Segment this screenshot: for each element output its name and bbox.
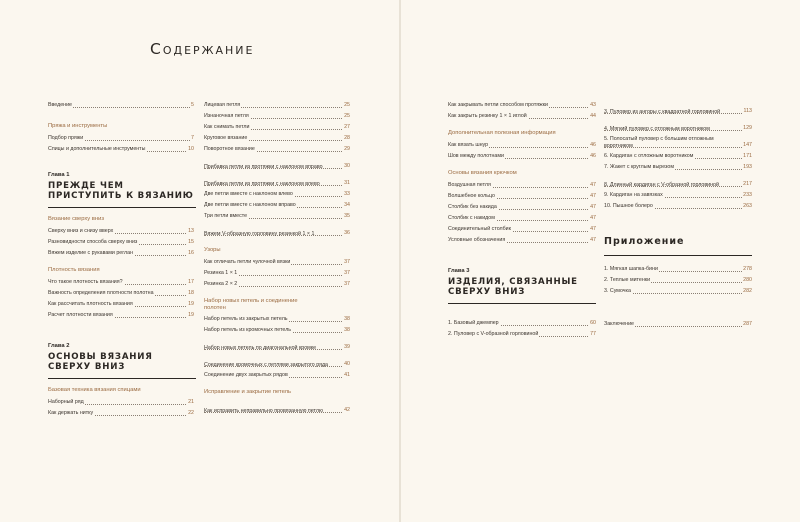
chapter-title: ОСНОВЫ ВЯЗАНИЯ СВЕРХУ ВНИЗ: [48, 352, 153, 372]
toc-entry[interactable]: 1. Базовый джемпер 60: [448, 316, 596, 327]
toc-entry[interactable]: Как снимать петли 27: [204, 120, 350, 131]
toc-entry[interactable]: Вяжем изделие с рукавами реглан 16: [48, 246, 194, 257]
toc-entry[interactable]: Круговое вязание 28: [204, 131, 350, 142]
appendix-title: Приложение: [604, 236, 685, 247]
toc-entry[interactable]: Как вязать шнур 46: [448, 138, 596, 149]
toc-entry[interactable]: Резинка 1 × 1 37: [204, 266, 350, 277]
appendix-heading: [604, 236, 752, 256]
toc-entry[interactable]: 2. Пуловер с V-образной горловиной 77: [448, 327, 596, 338]
toc-entry[interactable]: Сверху вниз и снизу вверх 13: [48, 224, 194, 235]
toc-entry[interactable]: Воздушная петля 47: [448, 178, 596, 189]
toc-entry[interactable]: Прибавка петли из протяжки с наклоном влево 31: [204, 170, 350, 187]
toc-entry[interactable]: 6. Кардиган с отложным воротником 171: [604, 149, 752, 160]
toc-entry[interactable]: Как рассчитать плотность вязания 19: [48, 297, 194, 308]
toc-entry-intro[interactable]: Введение 5: [48, 98, 194, 109]
toc-entry[interactable]: 5. Полосатый пуловер с большим отложным воротником 147: [604, 132, 752, 149]
toc-entry[interactable]: Важность определения плотности полотна 18: [48, 286, 194, 297]
toc-entry[interactable]: 4. Мягкий пуловер с отложным воротником 129: [604, 115, 752, 132]
toc-entry[interactable]: 8. Длинный кардиган с V-образной горловиной 217: [604, 171, 752, 188]
toc-entry[interactable]: 9. Кардиган на завязках 233: [604, 188, 752, 199]
toc-entry[interactable]: 3. Пуловер из ангоры с квадратной горловиной 113: [604, 98, 752, 115]
chapter-3-heading: [448, 268, 596, 304]
toc-entry[interactable]: Столбик с накидом 47: [448, 211, 596, 222]
toc-entry[interactable]: Лицевая петля 25: [204, 98, 350, 109]
toc-entry[interactable]: Набор новых петель по диагональной кромке 39: [204, 334, 350, 351]
chapter-title: ИЗДЕЛИЯ, СВЯЗАННЫЕ СВЕРХУ ВНИЗ: [448, 277, 578, 297]
left-column-1: [48, 98, 194, 417]
toc-entry[interactable]: 1. Мягкая шапка-бини 278: [604, 262, 752, 273]
chapter-title: ПРЕЖДЕ ЧЕМ ПРИСТУПИТЬ К ВЯЗАНИЮ: [48, 181, 194, 201]
section-heading-patterns: Узоры: [204, 247, 221, 253]
toc-entry[interactable]: Столбик без накида 47: [448, 200, 596, 211]
toc-entry[interactable]: Как держать нитку 22: [48, 406, 194, 417]
toc-entry[interactable]: 3. Сумочка 282: [604, 284, 752, 295]
toc-entry[interactable]: Вяжем V-образную горловину резинкой 1 × 1 36: [204, 220, 350, 237]
toc-entry[interactable]: Расчет плотности вязания 19: [48, 308, 194, 319]
toc-entry[interactable]: Поворотное вязание 29: [204, 142, 350, 153]
toc-entry[interactable]: Три петли вместе 35: [204, 209, 350, 220]
toc-entry[interactable]: Спицы и дополнительные инструменты 10: [48, 142, 194, 153]
toc-entry[interactable]: Разновидности способа сверху вниз 15: [48, 235, 194, 246]
right-column-1: [448, 98, 596, 338]
toc-entry[interactable]: Наборный ряд 21: [48, 395, 194, 406]
chapter-label: Глава 2: [48, 343, 70, 349]
chapter-rule: [48, 207, 196, 208]
chapter-2-heading: [48, 343, 194, 379]
toc-entry[interactable]: Две петли вместе с наклоном влево 33: [204, 187, 350, 198]
toc-entry[interactable]: Волшебное кольцо 47: [448, 189, 596, 200]
toc-entry[interactable]: Условные обозначения 47: [448, 233, 596, 244]
section-heading-density: Плотность вязания: [48, 267, 100, 273]
toc-entry[interactable]: Соединение кромочных с петлями закрытого ряда 40: [204, 351, 350, 368]
section-heading-crochet: Основы вязания крючком: [448, 170, 517, 176]
toc-entry-outro[interactable]: Заключение 287: [604, 317, 752, 328]
toc-entry[interactable]: 2. Теплые митенки 280: [604, 273, 752, 284]
section-heading-extra: Дополнительная полезная информация: [448, 130, 556, 136]
toc-entry[interactable]: Как исправить неправильно провязанную петлю 42: [204, 397, 350, 414]
toc-title: Содержание: [150, 40, 255, 58]
left-column-2: [204, 98, 350, 414]
toc-entry[interactable]: Как закрывать петли способом протяжки 43: [448, 98, 596, 109]
toc-entry[interactable]: Набор петель из кромочных петель 38: [204, 323, 350, 334]
section-heading-cast-on: Набор новых петель и соединение полотен: [204, 298, 298, 311]
toc-entry[interactable]: 10. Пышное болеро 263: [604, 199, 752, 210]
toc-entry[interactable]: Как закрыть резинку 1 × 1 иглой 44: [448, 109, 596, 120]
toc-entry[interactable]: Как отличать петли чулочной вязки 37: [204, 255, 350, 266]
chapter-label: Глава 3: [448, 268, 470, 274]
section-heading-fix: Исправление и закрытие петель: [204, 389, 292, 395]
toc-entry[interactable]: Прибавка петли из протяжки с наклоном вправо 30: [204, 153, 350, 170]
toc-entry[interactable]: Две петли вместе с наклоном вправо 34: [204, 198, 350, 209]
toc-entry[interactable]: Подбор пряжи 7: [48, 131, 194, 142]
chapter-1-heading: [48, 172, 194, 208]
toc-entry[interactable]: Соединительный столбик 47: [448, 222, 596, 233]
section-heading-basic: Базовая техника вязания спицами: [48, 387, 141, 393]
toc-entry[interactable]: Изнаночная петля 25: [204, 109, 350, 120]
toc-entry[interactable]: Что такое плотность вязания? 17: [48, 275, 194, 286]
toc-entry[interactable]: Соединение двух закрытых рядов 41: [204, 368, 350, 379]
toc-entry[interactable]: Набор петель из закрытых петель 38: [204, 312, 350, 323]
section-heading-tools: Пряжа и инструменты: [48, 123, 108, 129]
chapter-label: Глава 1: [48, 172, 70, 178]
chapter-rule: [48, 378, 196, 379]
toc-entry[interactable]: Шов между полотнами 46: [448, 149, 596, 160]
toc-entry[interactable]: Резинка 2 × 2 37: [204, 277, 350, 288]
toc-entry[interactable]: 7. Жакет с круглым вырезом 193: [604, 160, 752, 171]
section-heading-top-down: Вязание сверху вниз: [48, 216, 104, 222]
right-column-2: [604, 98, 752, 328]
